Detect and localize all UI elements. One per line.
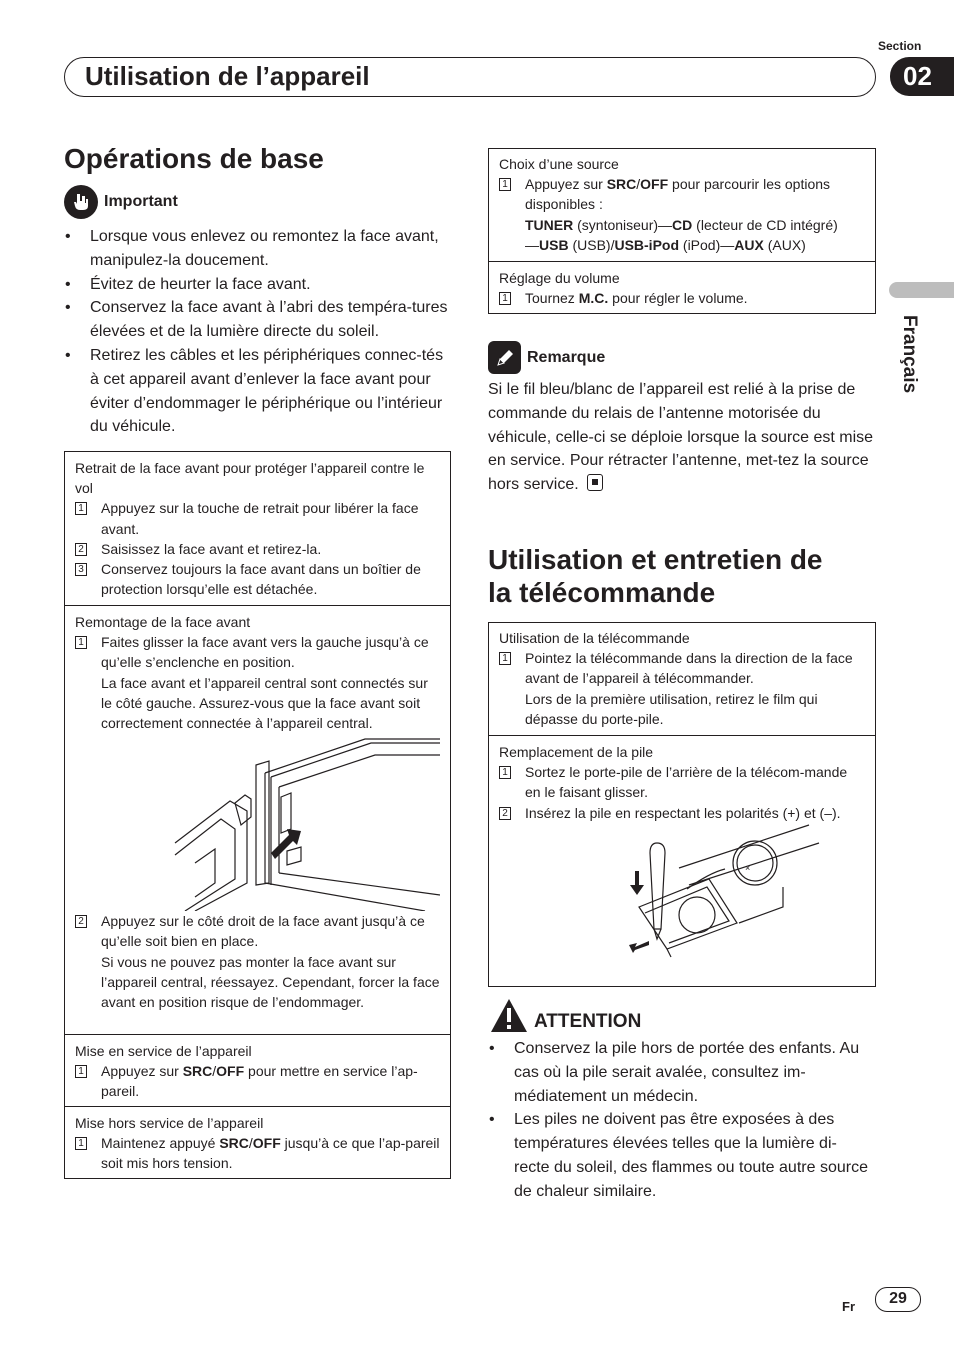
step-number: 2 (499, 807, 511, 820)
panel-title: Mise en service de l’appareil (75, 1043, 252, 1059)
list-item: • Conservez la face avant à l’abri des tempéra-tures élevées et de la lumière directe du soleil. (64, 296, 452, 344)
panel-title: Réglage du volume (499, 270, 620, 286)
step-number: 2 (75, 915, 87, 928)
instruction-step (75, 559, 440, 599)
instruction-step (499, 174, 865, 214)
source-option: USB-iPod (614, 236, 680, 253)
important-note-header (64, 185, 178, 219)
remote-instructions-box (488, 622, 876, 987)
key-separator: / (248, 1135, 253, 1152)
source-options (499, 215, 865, 255)
basic-operations-heading: Opérations de base (64, 143, 324, 174)
remark-label: Remarque (527, 348, 606, 366)
step-text: Insérez la pile en respectant les polarités (+) et (–). (525, 804, 841, 821)
remote-care-heading-line: Utilisation et entretien de (488, 544, 823, 575)
step-number: 1 (75, 1065, 87, 1078)
key-separator: / (212, 1063, 217, 1080)
step-text: Tournez (525, 290, 579, 307)
attention-label: ATTENTION (534, 1011, 642, 1032)
source-option: USB (539, 236, 569, 253)
step-number: 2 (75, 543, 87, 556)
step-number: 1 (75, 636, 87, 649)
footer-language-code: Fr (842, 1299, 855, 1314)
source-option-desc: — (525, 236, 539, 253)
battery-replacement-illustration (499, 823, 865, 958)
list-item: • Conservez la pile hors de portée des enfants. Au cas où la pile serait avalée, consultez im-médiatement un médecin. (488, 1037, 872, 1108)
step-text: pour mettre en service l’ap-pareil. (101, 1063, 418, 1100)
list-item: • Les piles ne doivent pas être exposées à des températures élevées telles que la lumière di-recte du soleil, des flammes ou toute autre source de chaleur similaire. (488, 1108, 872, 1203)
step-number: 1 (499, 178, 511, 191)
step-text: Sortez le porte-pile de l’arrière de la télécom-mande en le faisant glisser. (525, 764, 848, 801)
power-on-panel (65, 1035, 450, 1107)
power-off-panel (65, 1107, 450, 1182)
step-text: Appuyez sur le côté droit de la face avant jusqu’à ce qu’elle soit bien en place. (101, 913, 425, 950)
key-separator: / (636, 176, 641, 193)
chapter-header (64, 57, 876, 97)
source-option-desc: (AUX) (763, 236, 806, 253)
step-number: 1 (499, 766, 511, 779)
key-label: OFF (252, 1135, 281, 1152)
step-note: Si vous ne pouvez pas monter la face avant sur l’appareil central, réessayez. Cependant, forcer la face avant en position risque de l’endommager. (101, 953, 440, 1011)
step-text: jusqu’à ce que l’ap-pareil soit mis hors tension. (101, 1135, 440, 1172)
source-option-desc: (syntoniseur)— (573, 216, 673, 233)
removal-panel (65, 452, 450, 606)
instruction-step (499, 803, 865, 823)
remote-use-panel (489, 623, 875, 736)
key-label: SRC (182, 1063, 213, 1080)
panel-title: Retrait de la face avant pour protéger l’appareil contre le vol (75, 460, 425, 497)
instruction-step (75, 539, 440, 559)
step-text: Conservez toujours la face avant dans un boîtier de protection lorsqu’elle est détachée. (101, 561, 421, 598)
battery-panel (489, 736, 875, 966)
panel-title: Choix d’une source (499, 156, 619, 172)
step-text: pour parcourir les options disponibles : (525, 176, 831, 213)
source-panel (489, 149, 875, 262)
panel-title: Utilisation de la télécommande (499, 630, 690, 646)
page-number: 29 (875, 1287, 921, 1312)
instruction-step (499, 288, 865, 308)
language-tab-label: Français (899, 315, 920, 394)
instruction-step (75, 1133, 440, 1173)
instruction-step (499, 762, 865, 802)
instruction-step (499, 648, 865, 729)
key-label: OFF (640, 176, 669, 193)
instruction-step (75, 498, 440, 538)
faceplate-instructions-box (64, 451, 451, 1179)
language-tab (880, 315, 940, 405)
chapter-title: Utilisation de l’appareil (85, 61, 370, 91)
step-number: 1 (75, 1137, 87, 1150)
remote-care-heading (488, 543, 823, 609)
warning-hand-icon (64, 185, 98, 219)
step-note: Lors de la première utilisation, retirez le film qui dépasse du porte-pile. (525, 690, 818, 727)
section-number-badge: 02 (890, 57, 954, 96)
remark-paragraph (488, 378, 878, 497)
faceplate-mount-illustration (75, 733, 440, 911)
key-label: M.C. (578, 290, 609, 307)
step-text: Appuyez sur (101, 1063, 183, 1080)
step-text: Pointez la télécommande dans la direction de la face avant de l’appareil à télécommander. (525, 650, 853, 687)
step-text: pour régler le volume. (608, 290, 748, 307)
instruction-step (75, 1061, 440, 1101)
key-label: SRC (606, 176, 637, 193)
attention-bullet-list (488, 1037, 872, 1204)
remark-note-header (488, 341, 605, 374)
language-tab-marker (889, 282, 954, 298)
instruction-step (75, 911, 440, 1012)
source-option-desc: (lecteur de CD intégré) (692, 216, 838, 233)
pencil-icon (488, 341, 521, 374)
important-bullet-list (64, 225, 452, 439)
source-option: CD (672, 216, 693, 233)
list-item: • Évitez de heurter la face avant. (64, 273, 452, 297)
panel-title: Mise hors service de l’appareil (75, 1115, 264, 1131)
source-option-desc: (USB)/ (568, 236, 615, 253)
section-label: Section (878, 39, 922, 53)
volume-panel (489, 262, 875, 316)
panel-title: Remontage de la face avant (75, 614, 251, 630)
svg-text:×: × (745, 862, 751, 873)
key-label: OFF (216, 1063, 245, 1080)
important-label: Important (104, 193, 178, 210)
instruction-step (75, 632, 440, 733)
step-text: Appuyez sur la touche de retrait pour libérer la face avant. (101, 500, 419, 537)
attention-header (490, 998, 641, 1033)
remote-care-heading-line: la télécommande (488, 577, 716, 608)
remark-text: Si le fil bleu/blanc de l’appareil est relié à la prise de commande du relais de l’antenne motorisée du véhicule, celle-ci se déploie lorsque la source est mise en service. Pour rétracter l’antenne, met-tez la source hors service. (488, 381, 874, 494)
source-option: TUNER (525, 216, 574, 233)
remount-panel (65, 606, 450, 1035)
step-text: Appuyez sur (525, 176, 607, 193)
step-number: 1 (499, 292, 511, 305)
step-number: 1 (499, 652, 511, 665)
list-item: • Retirez les câbles et les périphériques connec-tés à cet appareil avant d’enlever la face avant pour éviter d’endommager le périphérique ou l’intérieur du véhicule. (64, 344, 452, 439)
source-option: AUX (734, 236, 764, 253)
step-number: 1 (75, 502, 87, 515)
source-option-desc: (iPod)— (679, 236, 735, 253)
end-mark-icon (587, 474, 603, 491)
panel-title: Remplacement de la pile (499, 744, 654, 760)
list-item: • Lorsque vous enlevez ou remontez la face avant, manipulez-la doucement. (64, 225, 452, 273)
source-volume-box (488, 148, 876, 314)
step-text: Maintenez appuyé (101, 1135, 220, 1152)
step-text: Saisissez la face avant et retirez-la. (101, 540, 322, 557)
step-number: 3 (75, 563, 87, 576)
caution-triangle-icon (490, 998, 528, 1033)
key-label: SRC (219, 1135, 249, 1152)
step-note: La face avant et l’appareil central sont connectés sur le côté gauche. Assurez-vous que la face avant soit correctement connectée à l’appareil central. (101, 674, 428, 732)
step-text: Faites glisser la face avant vers la gauche jusqu’à ce qu’elle s’enclenche en position. (101, 634, 429, 671)
